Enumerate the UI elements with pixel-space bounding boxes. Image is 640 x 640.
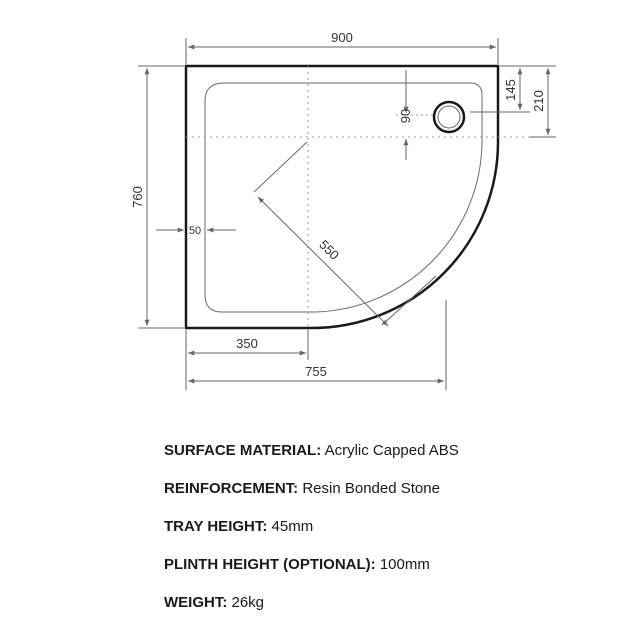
spec-value: Acrylic Capped ABS [324, 442, 459, 459]
dim-flat-edge-label: 350 [236, 336, 258, 351]
dim-rim-label: 50 [188, 225, 202, 237]
dim-rim [156, 225, 236, 237]
spec-list [164, 440, 624, 630]
spec-label: PLINTH HEIGHT (OPTIONAL): [164, 556, 376, 573]
spec-weight [164, 592, 624, 630]
spec-value: Resin Bonded Stone [302, 480, 440, 497]
dim-side-length [188, 300, 446, 390]
dim-overall-depth-label: 760 [130, 186, 145, 208]
spec-label: SURFACE MATERIAL: [164, 442, 322, 459]
dim-waste-offset-right [470, 66, 530, 112]
spec-label: WEIGHT: [164, 594, 228, 611]
dim-waste-center-right-label: 210 [531, 90, 546, 112]
dim-waste-offset-top-label: 90 [398, 108, 413, 124]
dim-waste-center-right [530, 66, 556, 137]
spec-value: 26kg [231, 594, 265, 611]
spec-value: 45mm [271, 518, 314, 535]
spec-plinth-height [164, 554, 624, 592]
dim-overall-width [186, 30, 498, 64]
spec-surface-material [164, 440, 624, 478]
dim-radius-label: 550 [316, 236, 343, 263]
spec-reinforcement [164, 478, 624, 516]
spec-value: 100mm [379, 556, 430, 573]
spec-label: REINFORCEMENT: [164, 480, 299, 497]
waste-outlet [434, 102, 464, 132]
dim-overall-width-label: 900 [331, 30, 353, 45]
dim-waste-offset-right-label: 145 [503, 79, 518, 101]
spec-label: TRAY HEIGHT: [164, 518, 268, 535]
dim-overall-depth [130, 66, 184, 328]
dim-radius [254, 142, 436, 326]
spec-tray-height [164, 516, 624, 554]
dim-side-length-label: 755 [305, 364, 327, 379]
